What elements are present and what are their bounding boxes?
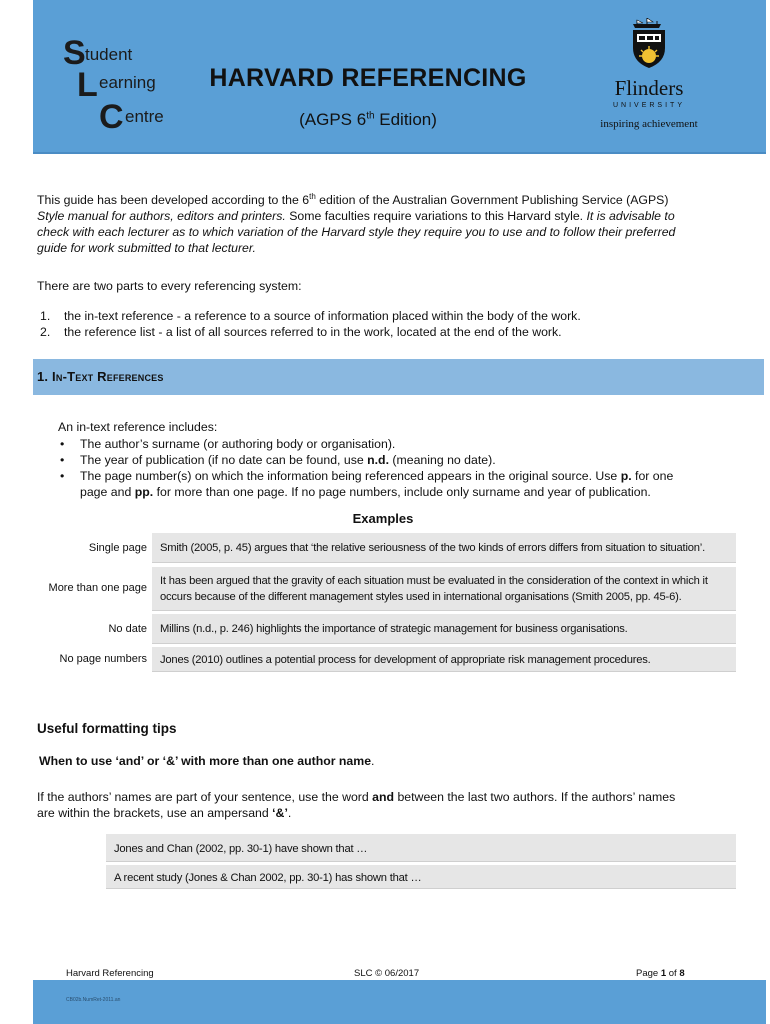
intro-line-4: guide for work submitted to that lecturer.	[37, 241, 256, 256]
tip-example-box: Jones and Chan (2002, pp. 30-1) have shown that …	[106, 834, 736, 862]
section-title: 1. In-Text References	[37, 369, 164, 384]
flinders-name: Flinders	[614, 76, 684, 100]
slc-logo-student: tudent	[85, 45, 133, 64]
list-item: • The year of publication (if no date can be found, use n.d. (meaning no date).	[60, 453, 496, 467]
slc-logo-learning: earning	[99, 73, 156, 92]
flinders-university-label: UNIVERSITY	[612, 102, 685, 109]
example-box: Smith (2005, p. 45) argues that ‘the relative seriousness of the two kinds of errors differs from situation to situation’.	[152, 533, 736, 563]
tips-paragraph: If the authors’ names are part of your sentence, use the word and between the last two authors. If the authors’ names are within the brackets, use an ampersand ‘&’.	[37, 790, 676, 820]
list-item: 1. the in-text reference - a reference to a source of information placed within the body of the work.	[40, 309, 581, 323]
section-heading-bar	[33, 359, 764, 395]
example-label: No date	[108, 623, 147, 635]
includes-label: An in-text reference includes:	[58, 420, 218, 434]
tips-heading: Useful formatting tips	[37, 721, 177, 736]
slc-logo	[63, 36, 173, 134]
footer-page-number: Page 1 of 8	[636, 968, 685, 979]
slc-logo-c: C	[99, 98, 124, 136]
example-box: It has been argued that the gravity of each situation must be evaluated in the consideration of the context in which it occurs because of the different management styles used in international organisations (Smith 2005, pp. 45-6).	[152, 567, 736, 611]
slc-logo-s: S	[63, 34, 86, 72]
parts-intro: There are two parts to every referencing system:	[37, 279, 302, 293]
page-title: HARVARD REFERENCING	[209, 64, 527, 92]
parts-list	[40, 308, 740, 340]
list-item: • The author’s surname (or authoring body or organisation).	[60, 437, 396, 451]
intro-line-3: check with each lecturer as to which variation of the Harvard style they require you to use and to follow their preferred	[37, 225, 676, 240]
example-label: No page numbers	[59, 653, 147, 665]
list-item: • The page number(s) on which the information being referenced appears in the original source. Use p. for one page and pp. for more than one page. If no page numbers, include only surname and year of publication.	[60, 469, 674, 499]
footer-center: SLC © 06/2017	[354, 968, 420, 979]
slc-logo-l: L	[77, 66, 98, 104]
intro-line-2: Style manual for authors, editors and printers. Some faculties require variations to this Harvard style. It is advisable to	[37, 209, 675, 224]
example-label: Single page	[88, 542, 147, 554]
intro-line-1: This guide has been developed according to the 6th edition of the Australian Government Publishing Service (AGPS)	[37, 192, 669, 208]
examples-title: Examples	[352, 511, 414, 526]
tips-subheading: When to use ‘and’ or ‘&’ with more than one author name.	[39, 754, 375, 768]
footer-left: Harvard Referencing	[66, 968, 154, 979]
flinders-university-logo	[593, 18, 733, 136]
flinders-tagline: inspiring achievement	[600, 118, 698, 130]
page-subtitle: (AGPS 6th Edition)	[299, 110, 437, 129]
header-banner	[33, 0, 766, 154]
list-item: 2. the reference list - a list of all sources referred to in the work, located at the end of the work.	[40, 325, 562, 339]
intro-paragraph	[37, 189, 737, 256]
slc-logo-centre: entre	[125, 107, 164, 126]
document-code: CB02b.NumRet-2011.an	[66, 997, 121, 1003]
example-box: Jones (2010) outlines a potential process for development of appropriate risk management procedures.	[152, 647, 736, 672]
tip-example-box: A recent study (Jones & Chan 2002, pp. 30-1) has shown that …	[106, 865, 736, 889]
example-label: More than one page	[48, 582, 147, 594]
flinders-crest-icon	[593, 18, 705, 78]
bullet-icon: •	[60, 453, 65, 467]
bullet-icon: •	[60, 469, 65, 483]
includes-list	[58, 436, 718, 500]
footer-banner	[33, 980, 766, 1024]
bullet-icon: •	[60, 437, 65, 451]
example-box: Millins (n.d., p. 246) highlights the importance of strategic management for business organisations.	[152, 614, 736, 644]
